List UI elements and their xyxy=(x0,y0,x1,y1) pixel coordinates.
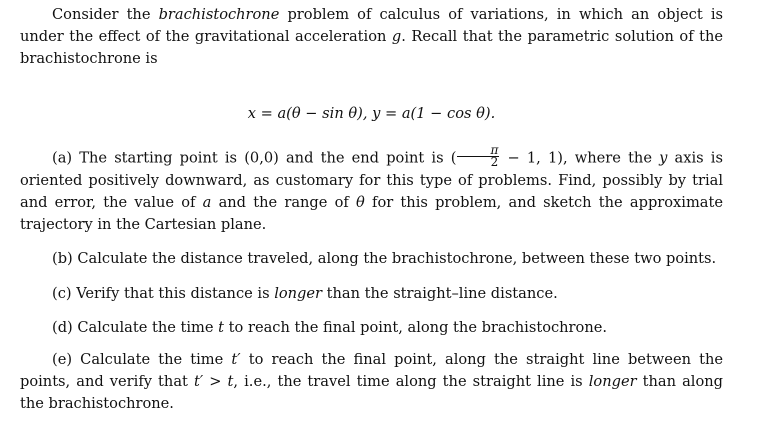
part-d-after: to reach the final point, along the brachistochrone. xyxy=(224,319,607,336)
y-variable: y xyxy=(659,149,668,167)
t-variable: t xyxy=(218,319,225,336)
part-c-before: (c) Verify that this distance is xyxy=(52,285,275,302)
part-a-lead: (a) The starting point is (0,0) and the end point is ( xyxy=(52,149,457,167)
part-d-before: (d) Calculate the time xyxy=(52,319,219,336)
part-c-emphasis: longer xyxy=(274,285,323,302)
part-a-rest-3: for this problem, and sketch the approximate trajectory in the Cartesian plane. xyxy=(20,194,723,233)
part-a-rest-1: axis is oriented positively downward, as customary for this type of problems. Find, possibly by trial and error, the value of xyxy=(20,149,723,211)
part-e-before: (e) Calculate the time xyxy=(52,351,232,368)
t-prime-variable: t′ xyxy=(231,351,241,368)
intro-text-3: . Recall that the parametric solution of the brachistochrone is xyxy=(20,28,723,67)
gravity-variable: g xyxy=(391,28,402,45)
part-e-emphasis: longer xyxy=(588,373,637,390)
intro-paragraph xyxy=(20,4,723,70)
part-c-paragraph xyxy=(20,283,723,305)
part-e-paragraph xyxy=(20,349,723,415)
a-variable: a xyxy=(202,194,212,211)
part-e-middle: to reach the final point, along the straight line between the points, and verify that xyxy=(20,351,724,390)
part-a-rest-2: and the range of xyxy=(211,194,357,211)
inequality: t′ > t xyxy=(193,373,234,390)
part-e-end: than along the brachistochrone. xyxy=(20,373,723,412)
fraction-denominator: 2 xyxy=(490,155,499,169)
parametric-equation: x = a(θ − sin θ), y = a(1 − cos θ). xyxy=(247,105,496,122)
intro-text-1: Consider the xyxy=(52,6,159,23)
part-d-paragraph xyxy=(20,317,723,339)
part-a-paragraph xyxy=(20,143,723,236)
part-e-after: , i.e., the travel time along the straight line is xyxy=(233,373,589,390)
part-c-after: than the straight–line distance. xyxy=(322,285,558,302)
intro-text-2: problem of calculus of variations, in which an object is under the effect of the gravitational acceleration xyxy=(20,6,723,45)
intro-emphasis: brachistochrone xyxy=(158,6,280,23)
part-a-after-fraction: − 1, 1), where the xyxy=(500,149,660,167)
part-b-paragraph: (b) Calculate the distance traveled, along the brachistochrone, between these two points. xyxy=(52,250,717,267)
fraction-numerator: π xyxy=(457,145,499,157)
theta-variable: θ xyxy=(356,194,365,211)
pi-over-two-fraction xyxy=(457,145,499,168)
